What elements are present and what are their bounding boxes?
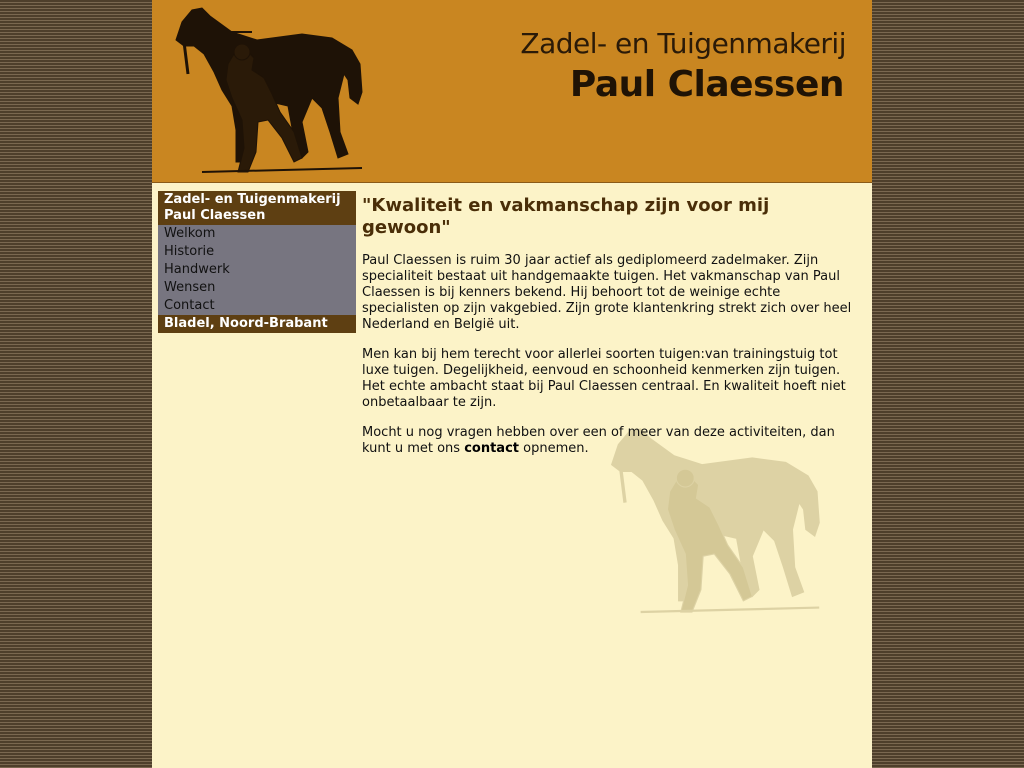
sidebar-item-historie[interactable]: Historie [164, 244, 215, 259]
sidebar-item-wensen[interactable]: Wensen [164, 280, 216, 295]
sidebar-menu [158, 225, 356, 315]
sidebar-heading [158, 191, 356, 225]
sidebar-heading-line2: Paul Claessen [164, 208, 266, 223]
services-paragraph: Men kan bij hem terecht voor allerlei soorten tuigen:van trainingstuig tot luxe tuigen. Degelijkheid, eenvoud en schoonheid kenmerken zijn tuigen. Het echte ambacht staat bij Paul Claessen centraal. En kwaliteit hoeft niet onbetaalbaar te zijn. [362, 347, 846, 410]
contact-text-before: Mocht u nog vragen hebben over een of meer van deze activiteiten, dan kunt u met ons [362, 425, 835, 456]
main-content [362, 195, 858, 457]
contact-text-after: opnemen. [519, 441, 589, 456]
sidebar-nav [158, 191, 356, 333]
horse-logo-icon [162, 2, 386, 178]
page-heading: "Kwaliteit en vakmanschap zijn voor mij gewoon" [362, 195, 770, 238]
page-container [152, 0, 872, 768]
sidebar-item-welkom[interactable]: Welkom [164, 226, 216, 241]
intro-paragraph: Paul Claessen is ruim 30 jaar actief als gediplomeerd zadelmaker. Zijn specialiteit bestaat uit handgemaakte tuigen. Het vakmanschap van Paul Claessen is bij kenners bekend. Hij behoort tot de weinige echte specialisten op zijn vakgebied. Zijn grote klantenkring strekt zich over heel Nederland en België uit. [362, 253, 852, 332]
sidebar-item-contact[interactable]: Contact [164, 298, 215, 313]
sidebar-item-handwerk[interactable]: Handwerk [164, 262, 230, 277]
sidebar-location: Bladel, Noord-Brabant [158, 315, 356, 333]
contact-link[interactable]: contact [464, 441, 520, 456]
sidebar-heading-line1: Zadel- en Tuigenmakerij [164, 192, 341, 207]
site-header [152, 0, 872, 183]
header-title: Paul Claessen [569, 64, 844, 105]
header-subtitle: Zadel- en Tuigenmakerij [520, 27, 846, 60]
contact-paragraph [362, 425, 858, 457]
